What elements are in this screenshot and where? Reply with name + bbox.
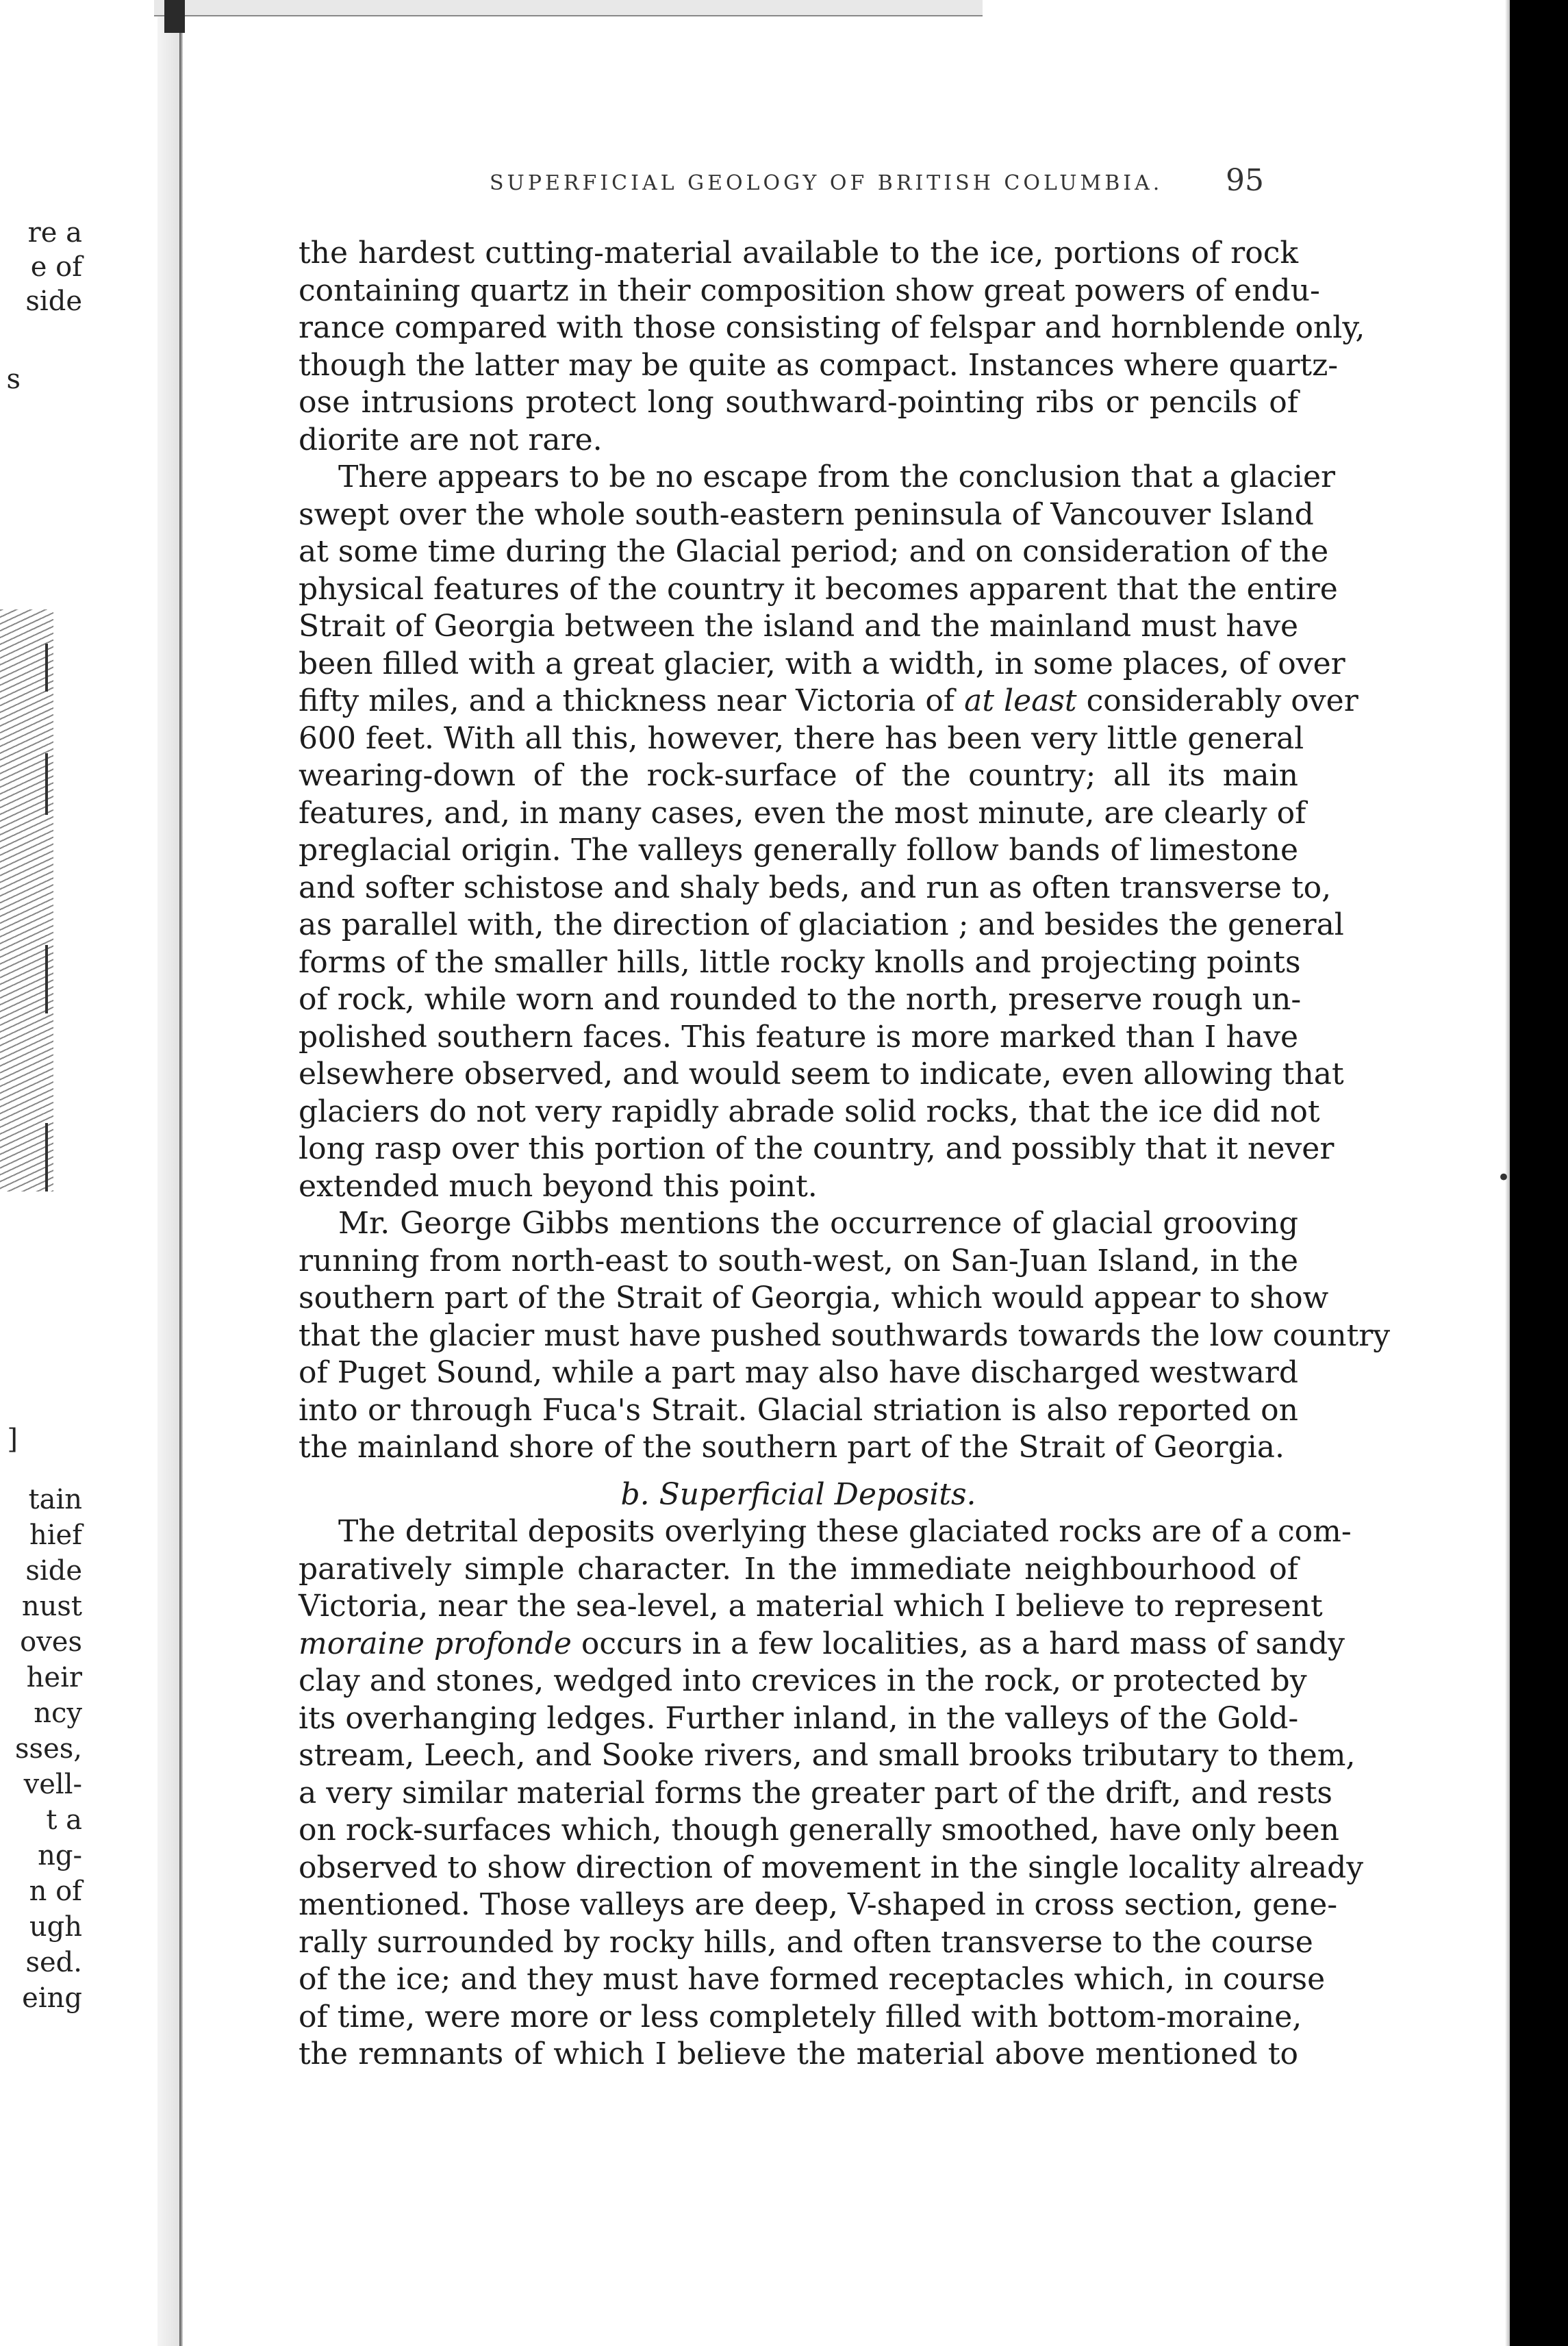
left-fragment: side — [25, 286, 82, 317]
left-fragment: n of — [29, 1876, 82, 1907]
text-line: the remnants of which I believe the material above mentioned to — [299, 2036, 1298, 2071]
left-fragment: s — [6, 364, 21, 395]
text-line: of the ice; and they must have formed receptacles which, in course — [299, 1962, 1326, 1997]
text-line: preglacial origin. The valleys generally follow bands of limestone — [299, 833, 1298, 868]
text-line — [299, 683, 1358, 720]
text-line: rally surrounded by rocky hills, and often transverse to the course — [299, 1924, 1313, 1960]
left-figure-hatching — [0, 609, 53, 1191]
text-line: that the glacier must have pushed southwards towards the low country — [299, 1317, 1391, 1353]
text-line: though the latter may be quite as compact. Instances where quartz- — [299, 347, 1339, 383]
text-line: the mainland shore of the southern part of the Strait of Georgia. — [299, 1430, 1285, 1465]
text-line: on rock-surfaces which, though generally smoothed, have only been — [299, 1813, 1339, 1847]
text-line: stream, Leech, and Sooke rivers, and small brooks tributary to them, — [299, 1738, 1356, 1773]
text-line: forms of the smaller hills, little rocky knolls and projecting points — [299, 944, 1301, 980]
text-line: southern part of the Strait of Georgia, which would appear to show — [299, 1281, 1329, 1315]
text-line: mentioned. Those valleys are deep, V-shaped in cross section, gene- — [299, 1887, 1338, 1922]
text-segment: occurs in a few localities, as a hard mass of sandy — [581, 1626, 1345, 1661]
text-line: ose intrusions protect long southward-pointing ribs or pencils of — [299, 385, 1298, 420]
scan-top-strip — [154, 0, 983, 16]
page-gutter-line — [179, 0, 183, 2346]
left-figure-mark — [45, 945, 48, 1013]
margin-mark: • — [1497, 1164, 1511, 1191]
text-line: Mr. George Gibbs mentions the occurrence of glacial grooving — [338, 1206, 1298, 1241]
text-line: of time, were more or less completely filled with bottom-moraine, — [299, 1999, 1302, 2034]
scan-top-mark — [164, 0, 185, 33]
text-line: paratively simple character. In the immediate neighbourhood of — [299, 1551, 1298, 1587]
text-line: running from north-east to south-west, on San-Juan Island, in the — [299, 1243, 1298, 1278]
text-line: of Puget Sound, while a part may also have discharged westward — [299, 1355, 1298, 1390]
text-line: as parallel with, the direction of glaciation ; and besides the general — [299, 907, 1344, 942]
text-line: Strait of Georgia between the island and the mainland must have — [299, 609, 1298, 644]
left-fragment: sed. — [25, 1947, 82, 1978]
left-fragment: ugh — [29, 1911, 82, 1943]
left-fragment: e of — [30, 251, 82, 283]
italic-phrase: at least — [964, 683, 1077, 718]
text-line: rance compared with those consisting of felspar and hornblende only, — [299, 310, 1365, 345]
body-text — [299, 235, 1391, 2073]
page-gutter-shadow — [157, 0, 179, 2346]
text-line: into or through Fuca's Strait. Glacial striation is also reported on — [299, 1392, 1298, 1428]
text-line: long rasp over this portion of the country, and possibly that it never — [299, 1131, 1335, 1166]
text-line: features, and, in many cases, even the most minute, are clearly of — [299, 795, 1306, 831]
left-figure-mark — [45, 1123, 48, 1191]
running-head: SUPERFICIAL GEOLOGY OF BRITISH COLUMBIA. — [490, 171, 1163, 195]
page-number: 95 — [1226, 163, 1264, 198]
text-line: elsewhere observed, and would seem to indicate, even allowing that — [299, 1057, 1344, 1092]
text-line: and softer schistose and shaly beds, and run as often transverse to, — [299, 870, 1332, 905]
text-line: Victoria, near the sea-level, a material which I believe to represent — [299, 1589, 1323, 1624]
text-line: diorite are not rare. — [299, 422, 603, 457]
text-line: at some time during the Glacial period; and on consideration of the — [299, 534, 1329, 569]
text-line: its overhanging ledges. Further inland, in the valleys of the Gold- — [299, 1700, 1299, 1736]
text-line: been filled with a great glacier, with a width, in some places, of over — [299, 646, 1345, 681]
text-line: wearing-down of the rock-surface of the country; all its main — [299, 758, 1298, 793]
left-fragment: eing — [22, 1982, 82, 2014]
left-fragment: vell- — [23, 1769, 82, 1800]
text-line: 600 feet. With all this, however, there has been very little general — [299, 720, 1304, 756]
section-heading: b. Superficial Deposits. — [620, 1476, 976, 1512]
left-fragment: sses, — [15, 1733, 82, 1765]
text-line: polished southern faces. This feature is more marked than I have — [299, 1019, 1298, 1055]
left-fragment: side — [25, 1555, 82, 1587]
text-line: extended much beyond this point. — [299, 1168, 818, 1204]
text-line: glaciers do not very rapidly abrade solid rocks, that the ice did not — [299, 1094, 1320, 1129]
left-fragment: ] — [7, 1424, 18, 1455]
text-line: containing quartz in their composition show great powers of endu- — [299, 273, 1320, 308]
left-fragment: t a — [46, 1804, 82, 1836]
left-fragment: ncy — [34, 1698, 82, 1729]
left-figure-mark — [45, 753, 48, 815]
left-fragment: nust — [21, 1591, 82, 1622]
left-fragment: hief — [29, 1519, 82, 1551]
left-fragment: re a — [27, 217, 82, 249]
text-segment: considerably over — [1086, 683, 1358, 718]
text-segment: fifty miles, and a thickness near Victoria of — [299, 683, 955, 718]
text-line: The detrital deposits overlying these glaciated rocks are of a com- — [338, 1514, 1352, 1549]
text-line: physical features of the country it becomes apparent that the entire — [299, 571, 1338, 607]
text-line: observed to show direction of movement in the single locality already — [299, 1850, 1364, 1885]
text-line: of rock, while worn and rounded to the north, preserve rough un- — [299, 982, 1302, 1017]
text-line — [299, 1626, 1345, 1663]
left-fragment: heir — [26, 1662, 82, 1693]
left-fragment: oves — [20, 1626, 82, 1658]
text-line: a very similar material forms the greater part of the drift, and rests — [299, 1775, 1332, 1811]
italic-phrase: moraine profonde — [299, 1626, 572, 1661]
left-fragment: tain — [28, 1484, 82, 1515]
text-line: swept over the whole south-eastern peninsula of Vancouver Island — [299, 496, 1314, 532]
scan-right-border — [1510, 0, 1568, 2346]
left-fragment: ng- — [38, 1840, 82, 1871]
text-line: the hardest cutting-material available to the ice, portions of rock — [299, 236, 1298, 270]
text-line: There appears to be no escape from the conclusion that a glacier — [338, 459, 1336, 494]
text-line: clay and stones, wedged into crevices in the rock, or protected by — [299, 1663, 1307, 1698]
left-figure-mark — [45, 644, 48, 692]
